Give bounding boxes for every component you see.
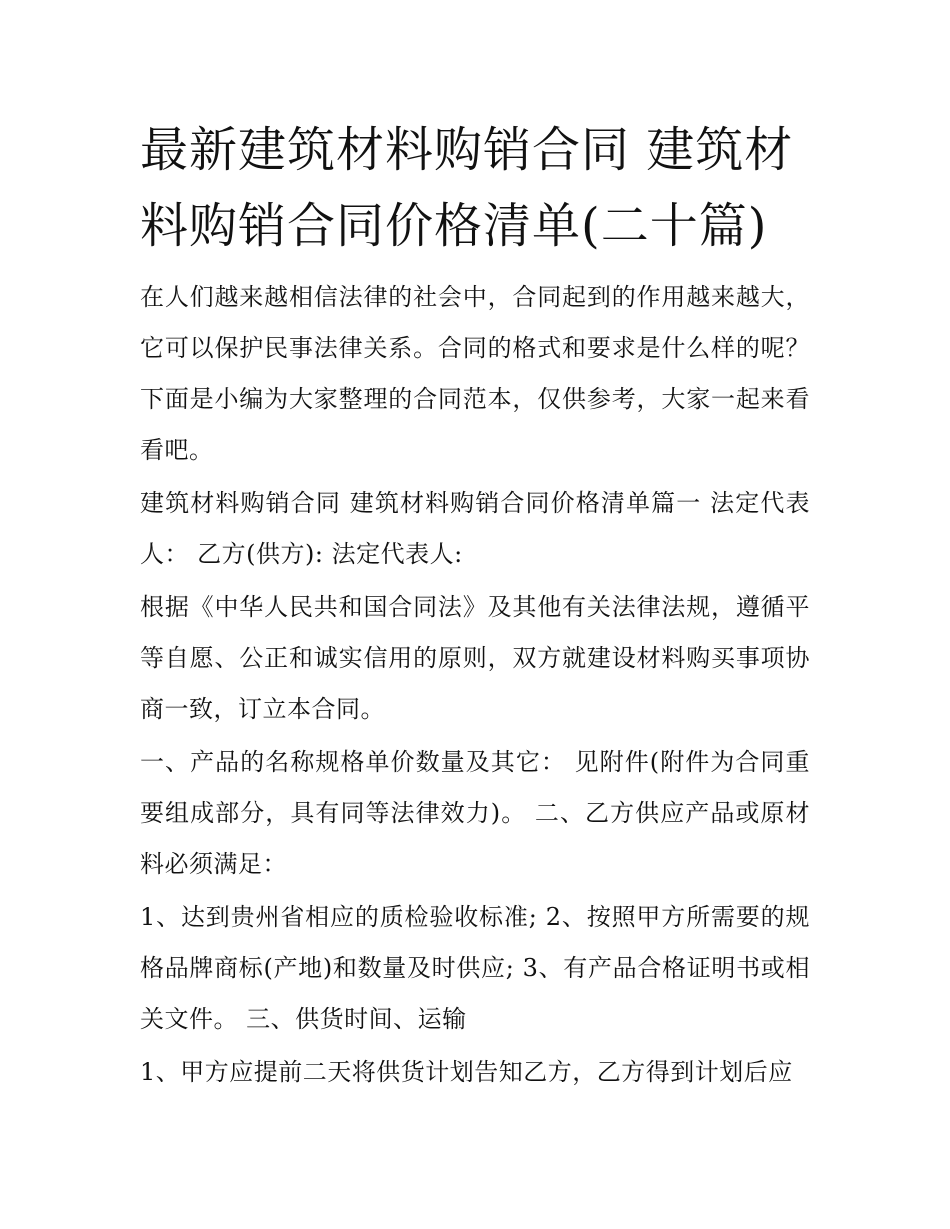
document-title: 最新建筑材料购销合同 建筑材料购销合同价格清单(二十篇): [140, 122, 794, 254]
legal-basis-paragraph: 根据《中华人民共和国合同法》及其他有关法律法规，遵循平等自愿、公正和诚实信用的原则，双方就建设材料购买事项协商一致，订立本合同。: [140, 593, 810, 723]
clause-one-two-paragraph: 一、产品的名称规格单价数量及其它： 见附件(附件为合同重要组成部分，具有同等法律效力)。 二、乙方供应产品或原材料必须满足：: [140, 748, 810, 878]
contract-heading-paragraph: 建筑材料购销合同 建筑材料购销合同价格清单篇一 法定代表人： 乙方(供方): 法定代表人:: [140, 489, 810, 568]
supply-time-paragraph: 1、甲方应提前二天将供货计划告知乙方，乙方得到计划后应: [140, 1058, 793, 1086]
requirements-paragraph: 1、达到贵州省相应的质检验收标准; 2、按照甲方所需要的规格品牌商标(产地)和数量及时供应; 3、有产品合格证明书或相关文件。 三、供货时间、运输: [140, 903, 810, 1033]
intro-paragraph: 在人们越来越相信法律的社会中，合同起到的作用越来越大，它可以保护民事法律关系。合同的格式和要求是什么样的呢？下面是小编为大家整理的合同范本，仅供参考，大家一起来看看吧。: [140, 283, 810, 464]
document-body: [140, 112, 810, 1100]
